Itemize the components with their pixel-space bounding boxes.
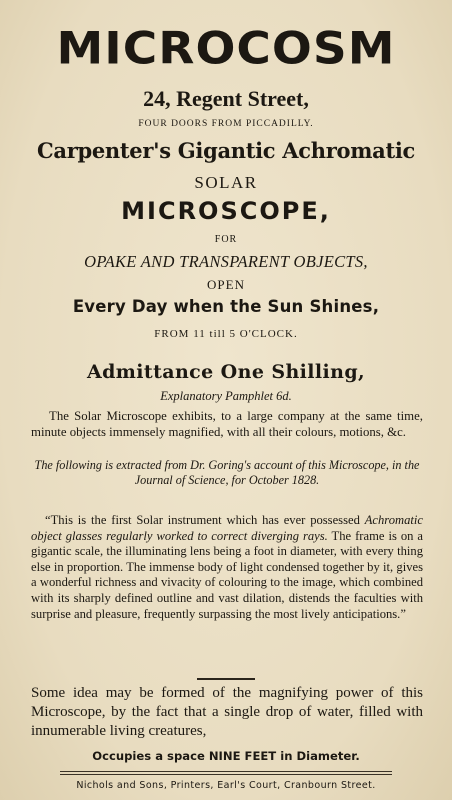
quote-text-1: “This is the first Solar instrument which has ever possessed [45,513,365,527]
description-paragraph: The Solar Microscope exhibits, to a large company at the same time, minute objects immensely magnified, with all their colours, motions, &c. [31,409,423,439]
occupies-line: Occupies a space NINE FEET in Diameter. [92,749,360,763]
location-note: FOUR DOORS FROM PICCADILLY. [138,119,314,129]
pamphlet-line: Explanatory Pamphlet 6d. [160,389,292,403]
quote-paragraph [31,513,423,622]
magnifying-paragraph: Some idea may be formed of the magnifying power of this Microscope, by the fact that a single drop of water, filled with innumerable living creatures, [31,685,423,739]
for-label: FOR [214,234,238,245]
printer-imprint: Nichols and Sons, Printers, Earl's Court, Cranbourn Street. [76,780,376,791]
everyday-line: Every Day when the Sun Shines, [72,297,380,316]
quote-text-italic: Achromatic object glasses regularly worked to correct diverging rays. [31,513,423,543]
footer-rule-top [60,771,392,772]
heading-solar: SOLAR [194,173,258,192]
heading-microscope: MICROSCOPE, [121,197,331,225]
quote-text-2: The frame is on a gigantic scale, the illuminating lens being a foot in diameter, with every thing else in proportion. The immense body of light condensed together by it, gives a wonderful richness and vivacity of colouring to the image, which combined with its sharply defined outline and vast dilation, distends the faculties with surprise and pleasure, frequently surpassing the most lively anticipations.” [31,528,423,621]
address: 24, Regent Street, [143,86,309,111]
admittance-line: Admittance One Shilling, [86,361,366,383]
open-label: OPEN [207,277,245,292]
source-note: The following is extracted from Dr. Goring's account of this Microscope, in the Journal of Science, for October 1828. [34,458,420,487]
divider [197,678,255,680]
hours-line: FROM 11 till 5 O'CLOCK. [154,328,298,340]
heading-carpenter: Carpenter's Gigantic Achromatic [36,138,416,163]
objects-line: OPAKE AND TRANSPARENT OBJECTS, [84,252,368,271]
page-title: MICROCOSM [56,22,396,75]
footer-rule-bottom [60,774,392,775]
